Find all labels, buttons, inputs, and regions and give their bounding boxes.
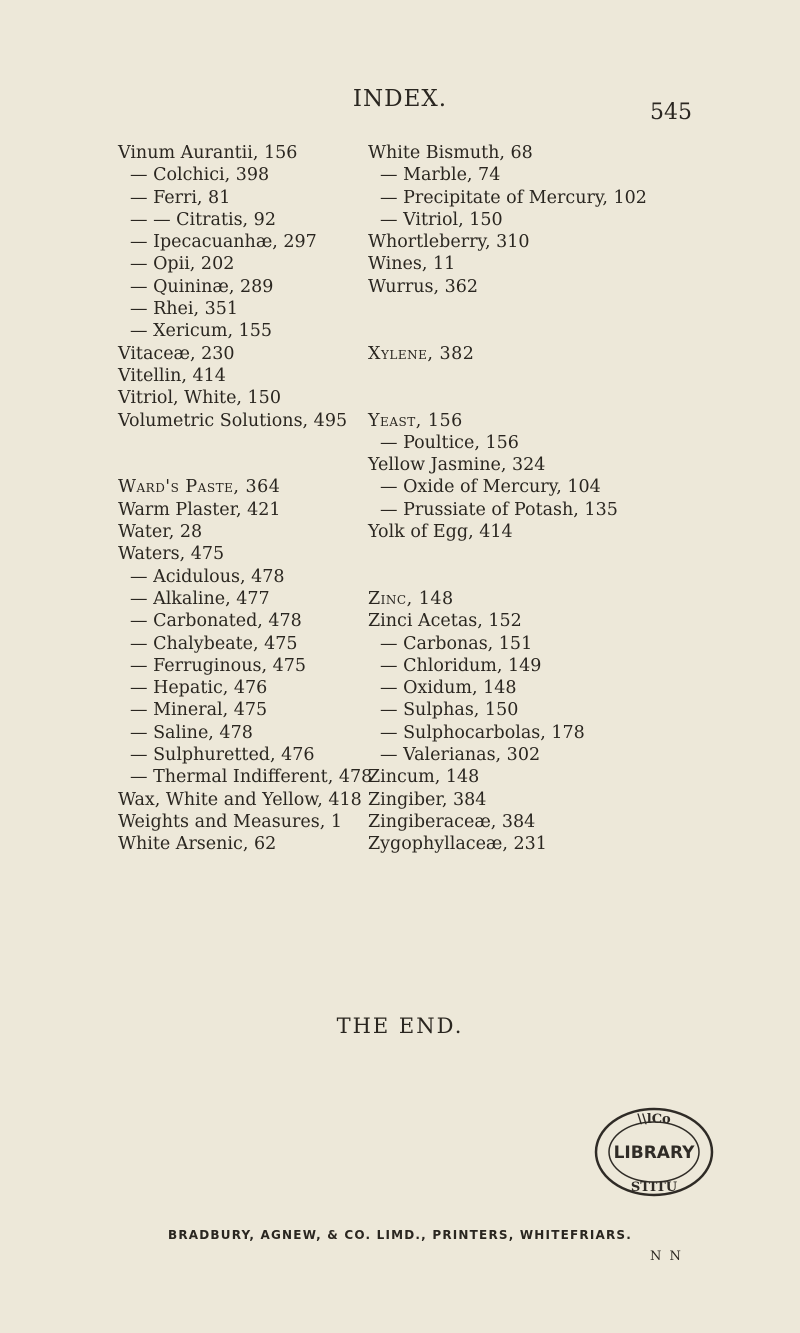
index-column-right xyxy=(368,142,788,856)
section-gap xyxy=(368,543,788,588)
section-gap xyxy=(368,298,788,343)
index-subentry: — Carbonated, 478 xyxy=(130,611,302,632)
index-subentry: — Quininæ, 289 xyxy=(130,276,274,297)
index-entry: Yellow Jasmine, 324 xyxy=(368,455,546,476)
index-entry: Vitaceæ, 230 xyxy=(118,343,235,364)
index-subentry: — Carbonas, 151 xyxy=(380,633,533,654)
index-entry: Wurrus, 362 xyxy=(368,276,479,297)
index-subentry: — Chloridum, 149 xyxy=(380,655,542,676)
index-subentry: — Mineral, 475 xyxy=(130,700,268,721)
index-entry: Yeast, 156 xyxy=(368,410,463,431)
index-entry: Wines, 11 xyxy=(368,254,456,275)
index-subentry: — Oxide of Mercury, 104 xyxy=(380,477,601,498)
printer-imprint: BRADBURY, AGNEW, & CO. LIMD., PRINTERS, WHITEFRIARS. xyxy=(167,1228,633,1242)
index-subentry: — Acidulous, 478 xyxy=(130,566,285,587)
signature-mark: N N xyxy=(650,1249,683,1264)
index-entry: Zincum, 148 xyxy=(368,767,480,788)
index-entry: Zinci Acetas, 152 xyxy=(368,611,522,632)
the-end-text: THE END. xyxy=(336,1014,464,1038)
index-subentry: — Ipecacuanhæ, 297 xyxy=(130,232,317,253)
index-subentry: — Vitriol, 150 xyxy=(380,209,503,230)
index-entry: Water, 28 xyxy=(118,522,203,543)
index-entry: Vitellin, 414 xyxy=(118,365,226,386)
index-subentry: — Poultice, 156 xyxy=(380,432,519,453)
index-subentry: — — Citratis, 92 xyxy=(130,209,276,230)
index-entry: White Bismuth, 68 xyxy=(368,143,533,163)
index-entry: White Arsenic, 62 xyxy=(118,834,277,855)
index-subentry: — Sulphas, 150 xyxy=(380,700,519,721)
index-entry: Zingiber, 384 xyxy=(368,789,487,810)
index-subentry: — Chalybeate, 475 xyxy=(130,633,298,654)
index-entry: Volumetric Solutions, 495 xyxy=(118,410,348,431)
index-entry: Zingiberaceæ, 384 xyxy=(368,811,536,832)
index-subentry: — Hepatic, 476 xyxy=(130,678,268,699)
stamp-library-label: LIBRARY xyxy=(613,1143,695,1163)
stamp-top-letters: \\lCo xyxy=(637,1112,671,1127)
stamp-bottom-letters: STITU xyxy=(630,1180,678,1195)
index-entry: Whortleberry, 310 xyxy=(368,232,530,253)
index-subentry: — Marble, 74 xyxy=(380,165,501,186)
section-gap xyxy=(368,365,788,410)
index-entry: Weights and Measures, 1 xyxy=(118,811,342,832)
index-subentry: — Xericum, 155 xyxy=(130,321,273,342)
index-entry: Vinum Aurantii, 156 xyxy=(118,143,298,163)
index-subentry: — Colchici, 398 xyxy=(130,165,270,186)
index-entry: Yolk of Egg, 414 xyxy=(368,522,513,543)
index-subentry: — Valerianas, 302 xyxy=(380,745,541,766)
index-subentry: — Precipitate of Mercury, 102 xyxy=(380,187,647,208)
index-entry: Wax, White and Yellow, 418 xyxy=(118,789,362,810)
index-subentry: — Prussiate of Potash, 135 xyxy=(380,499,618,520)
index-subentry: — Opii, 202 xyxy=(130,254,235,275)
library-stamp-icon xyxy=(593,1106,715,1198)
index-subentry: — Alkaline, 477 xyxy=(130,588,270,609)
index-entry: Vitriol, White, 150 xyxy=(118,388,281,409)
index-entry: Zinc, 148 xyxy=(368,588,454,609)
index-entry: Xylene, 382 xyxy=(368,343,475,364)
index-subentry: — Sulphocarbolas, 178 xyxy=(380,722,585,743)
index-subentry: — Saline, 478 xyxy=(130,722,253,743)
library-stamp xyxy=(593,1106,715,1198)
index-subentry: — Ferri, 81 xyxy=(130,187,231,208)
index-entry: Zygophyllaceæ, 231 xyxy=(368,834,547,855)
index-subentry: — Ferruginous, 475 xyxy=(130,655,306,676)
index-subentry: — Thermal Indifferent, 478 xyxy=(130,767,373,788)
index-subentry: — Rhei, 351 xyxy=(130,299,238,320)
index-entry: Ward's Paste, 364 xyxy=(118,477,281,498)
page-header-title: INDEX. xyxy=(352,86,448,112)
index-subentry: — Sulphuretted, 476 xyxy=(130,745,315,766)
index-entry: Warm Plaster, 421 xyxy=(118,499,281,520)
page-number: 545 xyxy=(650,100,692,125)
index-subentry: — Oxidum, 148 xyxy=(380,678,517,699)
index-entry: Waters, 475 xyxy=(118,544,225,565)
